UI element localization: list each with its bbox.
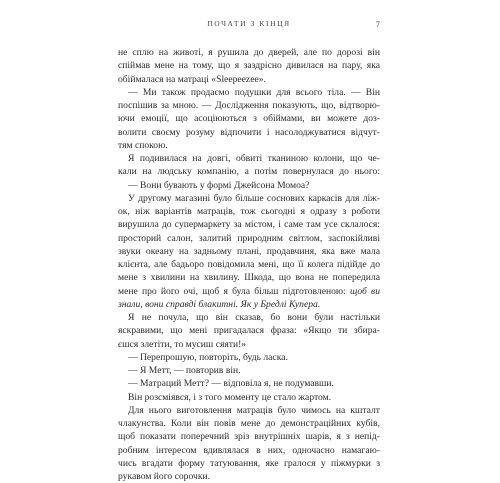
line-text: обіймалася на матраці «Sleepeezee». [118, 73, 266, 85]
line-text: спіймав мене на тому, що я заздрісно дивилася на пару, яка [118, 60, 380, 72]
text-line [118, 245, 380, 258]
line-text: Для нього виготовлення матраців було чимось на кшталт [128, 404, 380, 416]
text-line [118, 391, 380, 404]
text-line [118, 377, 380, 390]
line-text: мене з хвилини на хвилину. Шкода, що вона не попередила [118, 272, 380, 284]
text-line [118, 112, 380, 125]
body-text [118, 46, 380, 483]
text-line [118, 271, 380, 284]
line-text: єшся злетіти, то мусиш сяяти!» [118, 338, 247, 350]
line-text: кали на людську компанію, а потім повернулася до нього: [118, 166, 380, 178]
page-number: 7 [375, 19, 380, 29]
text-line [118, 311, 380, 324]
line-text: волити своєму розуму відпочити і насолоджуватися відчут- [118, 126, 380, 138]
line-text: Я подивилася на довгі, обвиті тканиною колони, що че- [128, 153, 380, 164]
text-line [118, 59, 380, 72]
line-text: — Перепрошую, повторіть, будь ласка. [128, 351, 288, 363]
line-text: Я не почула, що він сказав, бо вони були настільки [128, 312, 380, 323]
text-line [118, 73, 380, 86]
text-line [118, 285, 380, 298]
text-line [118, 298, 380, 311]
line-text: — Вони бувають у формі Джейсона Момоа? [128, 179, 310, 191]
line-text: — Матраций Метт? — відповіла я, не подумавши. [128, 378, 334, 390]
line-text: Він розсміявся, і з того моменту це стало жартом. [128, 391, 332, 403]
text-line [118, 99, 380, 112]
text-line [118, 417, 380, 430]
line-text: не сплю на животі, я рушила до дверей, але по дорозі він [118, 47, 380, 58]
line-text: робним інтересом вдивлялася в них, одночасно намагаю- [118, 444, 380, 456]
line-italic-text: щоб ви [349, 285, 381, 297]
text-line [118, 444, 380, 457]
text-line [118, 192, 380, 205]
line-text: тям спокою. [118, 139, 168, 151]
text-line [118, 86, 380, 99]
line-text: — Ми також продаємо подушки для всього тіла. — Він [128, 86, 380, 98]
text-line [118, 364, 380, 377]
text-line [118, 457, 380, 470]
text-line [118, 258, 380, 271]
text-line [118, 218, 380, 231]
line-text: члакунства. Коли він повів мене до демонстраційних кубів, [118, 418, 380, 429]
line-text: рукавом його сорочки. [118, 471, 211, 482]
text-line [118, 430, 380, 443]
text-line [118, 126, 380, 139]
line-text: вирушила до супермаркету за містом, і саме там усе склалося: [118, 219, 380, 231]
text-line [118, 46, 380, 59]
text-line [118, 324, 380, 337]
line-text: звуки океану на задньому плані, продавчиня, яка вже мала [118, 245, 380, 257]
line-text: — Я Метт, — повторив він. [128, 365, 241, 376]
text-line [118, 205, 380, 218]
running-title: ПОЧАТИ З КІНЦЯ [207, 19, 291, 28]
text-line [118, 470, 380, 483]
text-line [118, 179, 380, 192]
line-text: У другому магазині було більше соснових каркасів для ліж- [128, 192, 380, 204]
text-line [118, 139, 380, 152]
line-text: просторий салон, залитий природним світлом, заспокійливі [118, 232, 380, 244]
text-line [118, 165, 380, 178]
line-text: поспішив за мною. — Дослідження показують, що, відтворю- [118, 100, 380, 111]
line-text: мене про його очі, щоб я була більш підготовленою: [118, 285, 346, 297]
line-italic-text: знали, вони справді блакитні. Як у Бредлі Купера. [118, 298, 321, 310]
line-text: яскравими, що мені пригадалася фраза: «Якщо ти збира- [118, 325, 380, 337]
text-line [118, 404, 380, 417]
text-line [118, 152, 380, 165]
line-text: клієнта, але бадьоро повідомила мені, що її колега підійде до [118, 259, 380, 270]
text-line [118, 351, 380, 364]
line-text: ючи емоції, що асоціюються з обіймами, ви можете доз- [118, 113, 380, 125]
line-text: ок, ніж варіантів матраців, тож сьогодні я одразу з роботи [118, 206, 380, 217]
text-line [118, 232, 380, 245]
line-text: чись вгадати форму татуювання, яке гралося у піжмурки з [118, 457, 380, 469]
line-text: щоб показати поперечний зріз внутрішніх шарів, я з непід- [118, 431, 380, 443]
text-line [118, 338, 380, 351]
